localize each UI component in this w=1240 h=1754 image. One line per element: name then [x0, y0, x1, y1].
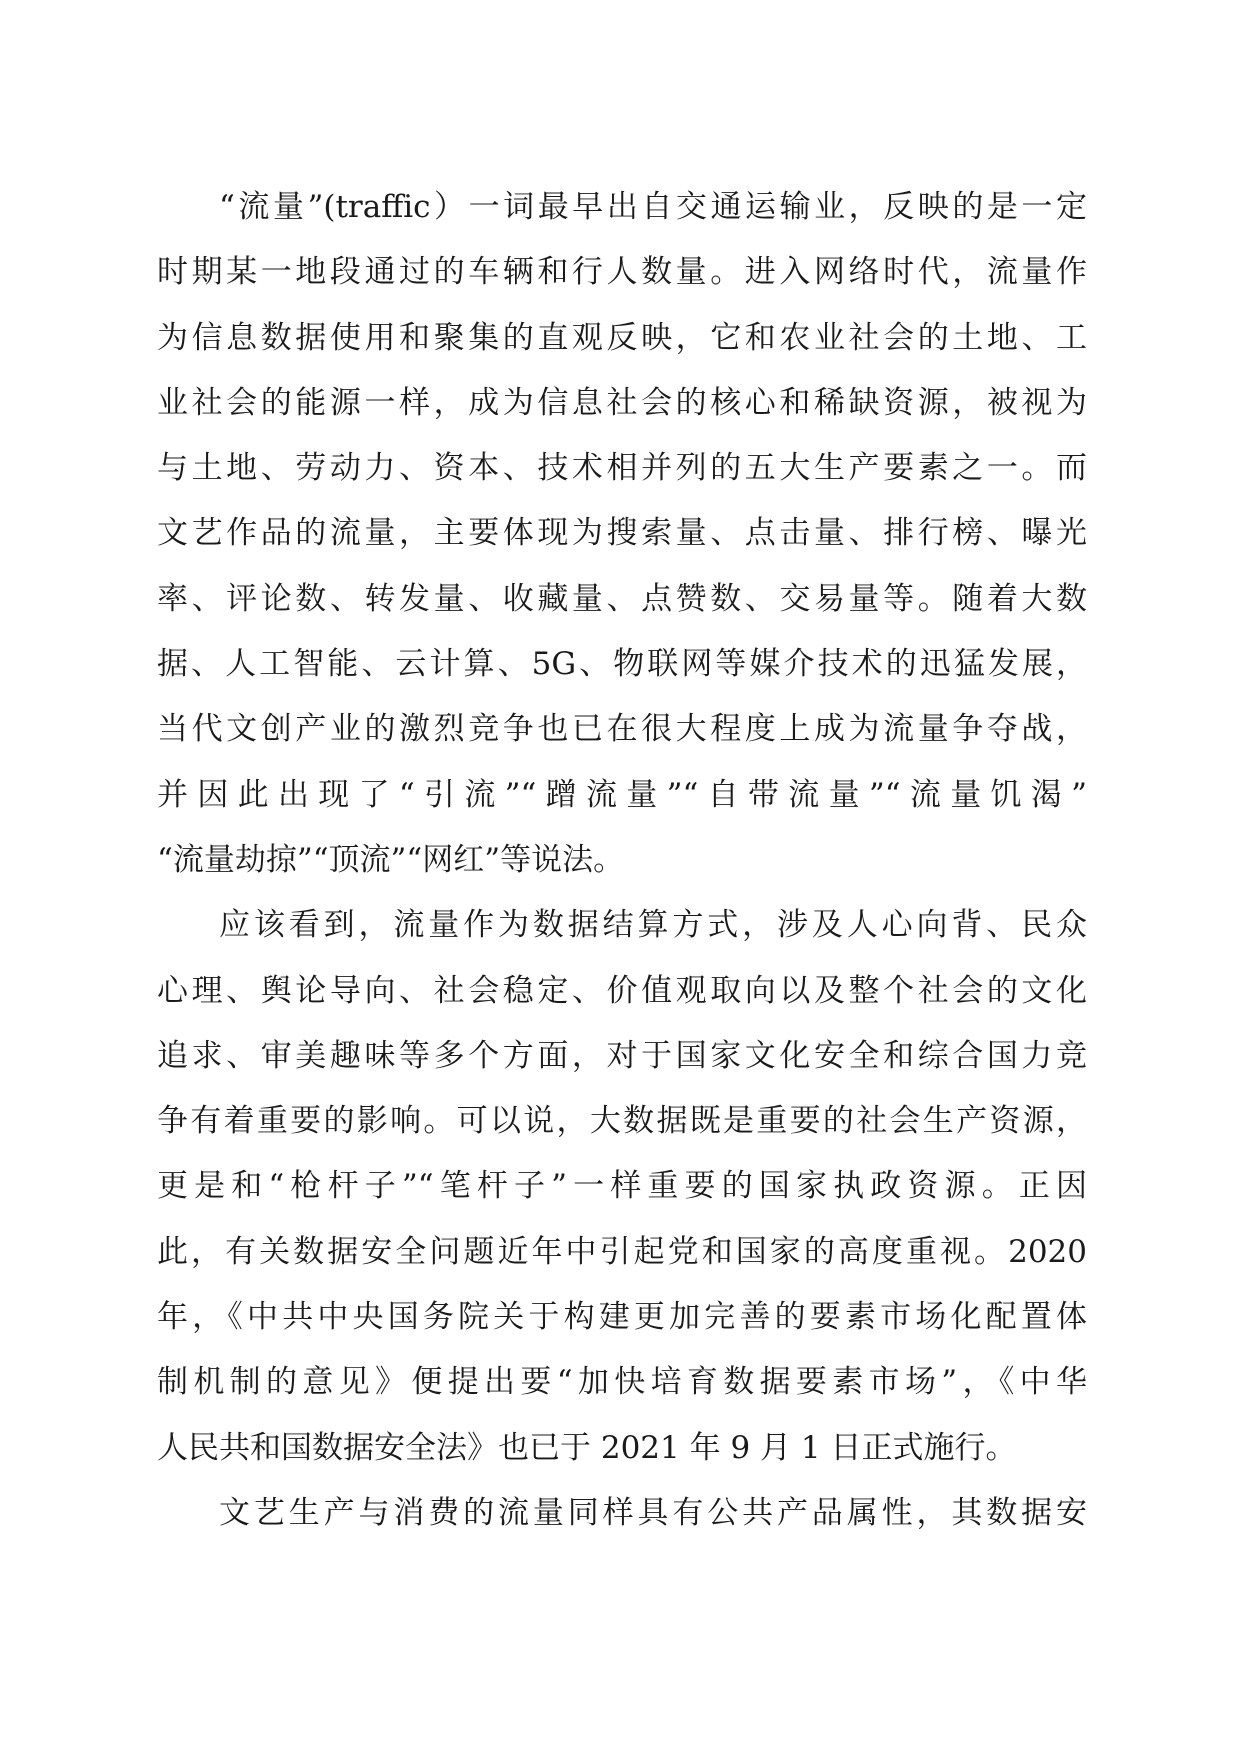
text-line: 与土地、劳动力、资本、技术相并列的五大生产要素之一。而: [157, 450, 1087, 487]
text-line: 时期某一地段通过的车辆和行人数量。进入网络时代，流量作: [157, 254, 1087, 291]
text-line: 年，《中共中央国务院关于构建更加完善的要素市场化配置体: [157, 1299, 1087, 1336]
text-line: “流量”(traffic）一词最早出自交通运输业，反映的是一定: [219, 189, 1087, 225]
text-line: 当代文创产业的激烈竞争也已在很大程度上成为流量争夺战，: [157, 711, 1087, 748]
text-line: 率、评论数、转发量、收藏量、点赞数、交易量等。随着大数: [157, 580, 1087, 617]
text-line: 为信息数据使用和聚集的直观反映，它和农业社会的土地、工: [157, 319, 1087, 356]
text-line: 文艺生产与消费的流量同样具有公共产品属性，其数据安: [219, 1494, 1087, 1531]
text-line: 更是和“枪杆子”“笔杆子”一样重要的国家执政资源。正因: [157, 1168, 1087, 1205]
text-line: 并因此出现了“引流”“蹭流量”“自带流量”“流量饥渴”: [157, 776, 1087, 813]
text-line: 制机制的意见》便提出要“加快培育数据要素市场”，《中华: [157, 1364, 1087, 1401]
text-line: 追求、审美趣味等多个方面，对于国家文化安全和综合国力竞: [157, 1037, 1087, 1074]
text-line: 争有着重要的影响。可以说，大数据既是重要的社会生产资源，: [157, 1103, 1087, 1140]
text-line: 应该看到，流量作为数据结算方式，涉及人心向背、民众: [219, 907, 1087, 944]
body-text: [157, 184, 1087, 1555]
text-line: 业社会的能源一样，成为信息社会的核心和稀缺资源，被视为: [157, 384, 1087, 421]
text-line: 人民共和国数据安全法》也已于 2021 年 9 月 1 日正式施行。: [157, 1429, 1017, 1466]
text-line: “流量劫掠”“顶流”“网红”等说法。: [157, 841, 625, 878]
text-line: 此，有关数据安全问题近年中引起党和国家的高度重视。2020: [157, 1233, 1087, 1270]
text-line: 心理、舆论导向、社会稳定、价值观取向以及整个社会的文化: [157, 972, 1087, 1009]
text-line: 据、人工智能、云计算、5G、物联网等媒介技术的迅猛发展，: [157, 646, 1087, 683]
text-line: 文艺作品的流量，主要体现为搜索量、点击量、排行榜、曝光: [157, 515, 1087, 552]
